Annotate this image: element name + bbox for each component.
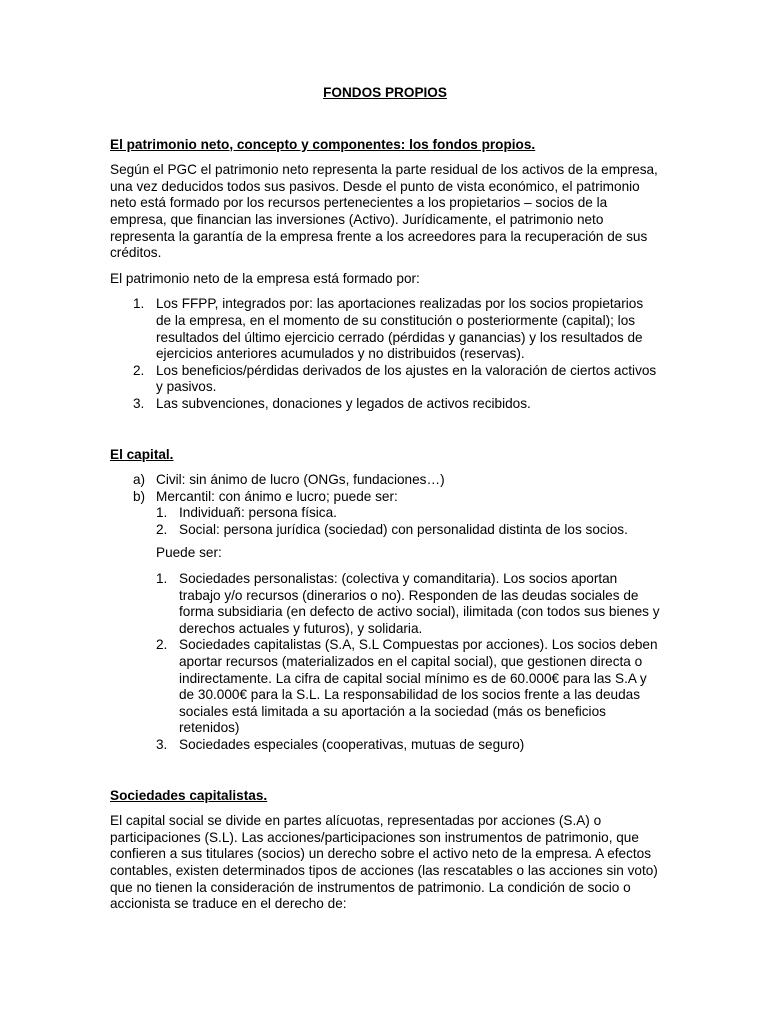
list-item-text: Civil: sin ánimo de lucro (ONGs, fundaciones…): [156, 472, 445, 488]
list-item: [110, 296, 660, 362]
list-item-text: Sociedades personalistas: (colectiva y comanditaria). Los socios aportan trabajo y/o recursos (dinerarios o no). Responden de las deudas sociales de forma subsidiaria (en defecto de activo social), ilimitada (con todos sus bienes y derechos actuales y futuros), y solidaria.: [179, 571, 660, 636]
section-heading-sociedades-capitalistas: Sociedades capitalistas.: [110, 787, 268, 803]
document-title: FONDOS PROPIOS: [323, 85, 447, 100]
list-item: [110, 522, 660, 539]
list-item: [110, 489, 660, 506]
list-item-text: Mercantil: con ánimo e lucro; puede ser:: [156, 488, 398, 504]
section-heading-capital: El capital.: [110, 446, 174, 462]
spacer: [110, 754, 660, 788]
list-item: [110, 396, 660, 413]
list-mercantil-subtipos: [110, 505, 660, 538]
list-item: [110, 363, 660, 396]
list-item: [110, 737, 660, 754]
list-marker: 1.: [156, 571, 168, 587]
list-marker: 1.: [156, 505, 168, 521]
list-item-text: Social: persona jurídica (sociedad) con personalidad distinta de los socios.: [179, 521, 628, 537]
list-item-text: Individuañ: persona física.: [179, 505, 337, 521]
list-marker: 2.: [133, 362, 145, 378]
section-heading-patrimonio: El patrimonio neto, concepto y componentes: los fondos propios.: [110, 136, 536, 152]
list-patrimonio-componentes: [110, 296, 660, 412]
list-item: [110, 571, 660, 637]
list-item: [110, 472, 660, 489]
list-marker: 3.: [156, 737, 168, 752]
list-marker: 2.: [156, 637, 168, 653]
list-capital-tipos: [110, 472, 660, 505]
list-marker: 3.: [133, 395, 145, 411]
list-marker: b): [133, 488, 146, 504]
document-page: [110, 85, 660, 922]
list-item-text: Los beneficios/pérdidas derivados de los ajustes en la valoración de ciertos activos y pasivos.: [156, 362, 657, 395]
list-item-text: Sociedades especiales (cooperativas, mutuas de seguro): [179, 737, 525, 752]
list-item-text: Sociedades capitalistas (S.A, S.L Compuestas por acciones). Los socios deben aportar recursos (materializados en el capital social), que gestionen directa o indirectamente. La cifra de capital social mínimo es de 60.000€ para las S.A y de 30.000€ para la S.L. La responsabilidad de los socios frente a las deudas sociales está limitada a su aportación a la sociedad (más os beneficios retenidos): [179, 637, 658, 736]
list-item-text: Los FFPP, integrados por: las aportaciones realizadas por los socios propietarios de la empresa, en el momento de su constitución o posteriormente (capital); los resultados del último ejercicio cerrado (pérdidas y ganancias) y los resultados de ejercicios anteriores acumulados y no distribuidos (reservas).: [156, 296, 644, 362]
paragraph-capital-social: El capital social se divide en partes alícuotas, representadas por acciones (S.A) o participaciones (S.L). Las acciones/participaciones son instrumentos de patrimonio, que confieren a sus titulares (socios) un derecho sobre el activo neto de la empresa. A efectos contables, existen determinados tipos de acciones (las rescatables o las acciones sin voto) que no tienen la consideración de instrumentos de patrimonio. La condición de socio o accionista se traduce en el derecho de:: [110, 813, 658, 912]
paragraph-patrimonio-definicion: Según el PGC el patrimonio neto representa la parte residual de los activos de la empresa, una vez deducidos todos sus pasivos. Desde el punto de vista económico, el patrimonio neto está formado por los recursos pertenecientes a los propietarios – socios de la empresa, que financian las inversiones (Activo). Jurídicamente, el patrimonio neto representa la garantía de la empresa frente a los acreedores para la recuperación de sus créditos.: [110, 162, 658, 261]
list-item: [110, 637, 660, 737]
list-marker: a): [133, 472, 146, 488]
paragraph-patrimonio-formado: El patrimonio neto de la empresa está formado por:: [110, 270, 420, 286]
paragraph-puede-ser: Puede ser:: [156, 545, 222, 561]
spacer: [110, 413, 660, 447]
list-marker: 1.: [133, 296, 145, 312]
list-sociedades-tipos: [110, 571, 660, 754]
list-marker: 2.: [156, 521, 168, 537]
list-item: [110, 505, 660, 522]
list-item-text: Las subvenciones, donaciones y legados de activos recibidos.: [156, 395, 531, 411]
